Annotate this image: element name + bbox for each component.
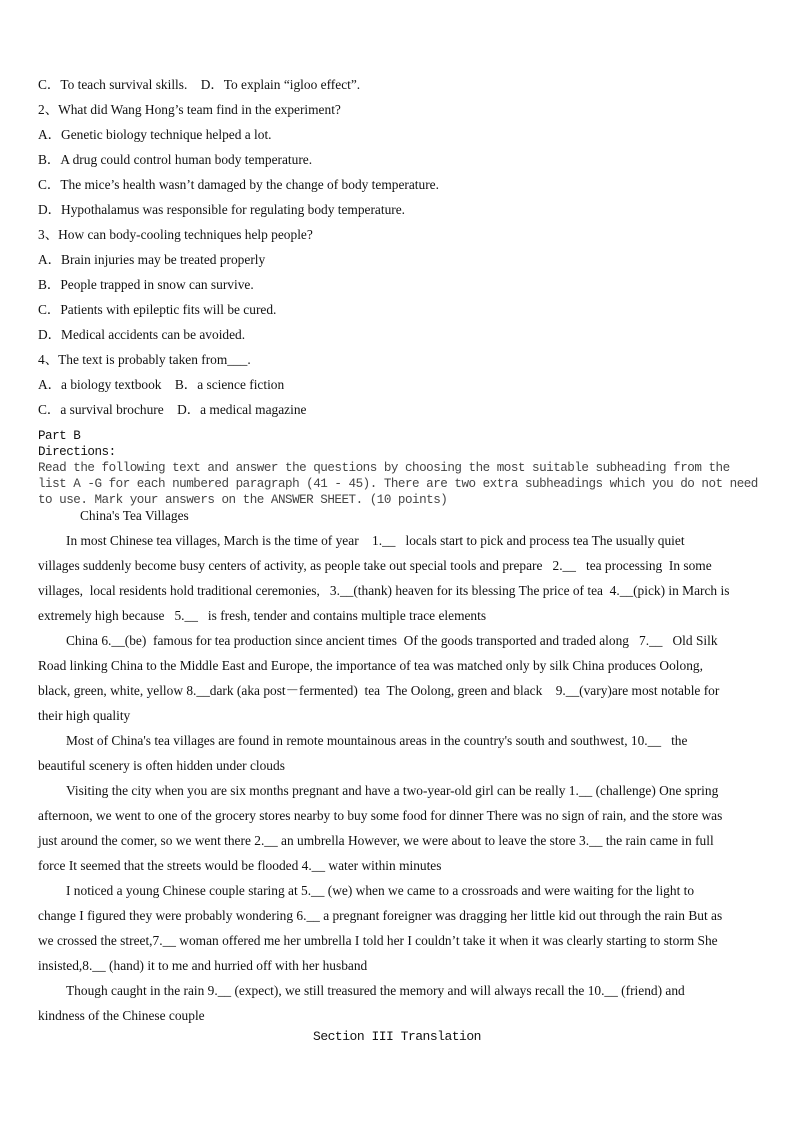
- passage-line: black, green, white, yellow 8.__dark (aka post－fermented) tea The Oolong, green and black 9.__(vary)are most notable for: [38, 683, 720, 698]
- question-line: D．Medical accidents can be avoided.: [38, 327, 246, 342]
- passage-line: kindness of the Chinese couple: [38, 1008, 205, 1023]
- question-line: A．a biology textbook B．a science fiction: [38, 377, 285, 392]
- directions-line: Read the following text and answer the questions by choosing the most suitable subheading from the: [38, 461, 730, 475]
- directions-label: Directions:: [38, 445, 116, 459]
- passage: [38, 528, 768, 1028]
- passage-line: their high quality: [38, 708, 131, 723]
- passage-line: extremely high because 5.__ is fresh, tender and contains multiple trace elements: [38, 608, 487, 623]
- passage-line: we crossed the street,7.__ woman offered me her umbrella I told her I couldn’t take it when it was clearly starting to storm She: [38, 933, 718, 948]
- question-line: 4、The text is probably taken from___.: [38, 352, 251, 367]
- question-line: 2、What did Wang Hong’s team find in the experiment?: [38, 102, 341, 117]
- passage-line: force It seemed that the streets would be flooded 4.__ water within minutes: [38, 858, 442, 873]
- question-line: C．Patients with epileptic fits will be cured.: [38, 302, 277, 317]
- question-line: B．A drug could control human body temperature.: [38, 152, 313, 167]
- question-line: B．People trapped in snow can survive.: [38, 277, 254, 292]
- passage-line: I noticed a young Chinese couple staring at 5.__ (we) when we came to a crossroads and were waiting for the light to: [66, 883, 695, 898]
- passage-line: Visiting the city when you are six months pregnant and have a two-year-old girl can be really 1.__ (challenge) One spring: [66, 783, 719, 798]
- passage-line: Though caught in the rain 9.__ (expect), we still treasured the memory and will always recall the 10.__ (friend) and: [66, 983, 685, 998]
- passage-line: Road linking China to the Middle East and Europe, the importance of tea was matched only by silk China produces Oolong,: [38, 658, 703, 673]
- passage-line: villages suddenly become busy centers of activity, as people take out special tools and prepare 2.__ tea processing In some: [38, 558, 712, 573]
- section-heading: Section III Translation: [313, 1029, 481, 1044]
- passage-line: insisted,8.__ (hand) it to me and hurried off with her husband: [38, 958, 368, 973]
- question-list: [38, 72, 768, 422]
- part-b: [38, 428, 768, 524]
- part-b-heading: Part B: [38, 429, 81, 443]
- question-line: A．Genetic biology technique helped a lot.: [38, 127, 272, 142]
- passage-line: change I figured they were probably wondering 6.__ a pregnant foreigner was dragging her little kid out through the rain But as: [38, 908, 723, 923]
- passage-line: villages, local residents hold traditional ceremonies, 3.__(thank) heaven for its blessing The price of tea 4.__(pick) in March is: [38, 583, 730, 598]
- question-line: C．a survival brochure D．a medical magazine: [38, 402, 307, 417]
- question-line: 3、How can body-cooling techniques help people?: [38, 227, 313, 242]
- passage-line: Most of China's tea villages are found in remote mountainous areas in the country's south and southwest, 10.__ the: [66, 733, 688, 748]
- passage-line: afternoon, we went to one of the grocery stores nearby to buy some food for dinner There was no sign of rain, and the store was: [38, 808, 723, 823]
- passage-line: just around the comer, so we went there 2.__ an umbrella However, we were about to leave the store 3.__ the rain came in full: [38, 833, 714, 848]
- passage-title: China's Tea Villages: [80, 508, 189, 523]
- question-line: D．Hypothalamus was responsible for regulating body temperature.: [38, 202, 406, 217]
- question-line: C．To teach survival skills. D．To explain “igloo effect”.: [38, 77, 361, 92]
- question-line: A．Brain injuries may be treated properly: [38, 252, 266, 267]
- passage-line: beautiful scenery is often hidden under clouds: [38, 758, 285, 773]
- passage-line: In most Chinese tea villages, March is the time of year 1.__ locals start to pick and process tea The usually quiet: [66, 533, 685, 548]
- passage-line: China 6.__(be) famous for tea production since ancient times Of the goods transported and traded along 7.__ Old Silk: [66, 633, 718, 648]
- directions-line: to use. Mark your answers on the ANSWER SHEET. (10 points): [38, 493, 448, 507]
- directions-line: list A -G for each numbered paragraph (41 - 45). There are two extra subheadings which you do not need: [38, 477, 758, 491]
- question-line: C．The mice’s health wasn’t damaged by the change of body temperature.: [38, 177, 439, 192]
